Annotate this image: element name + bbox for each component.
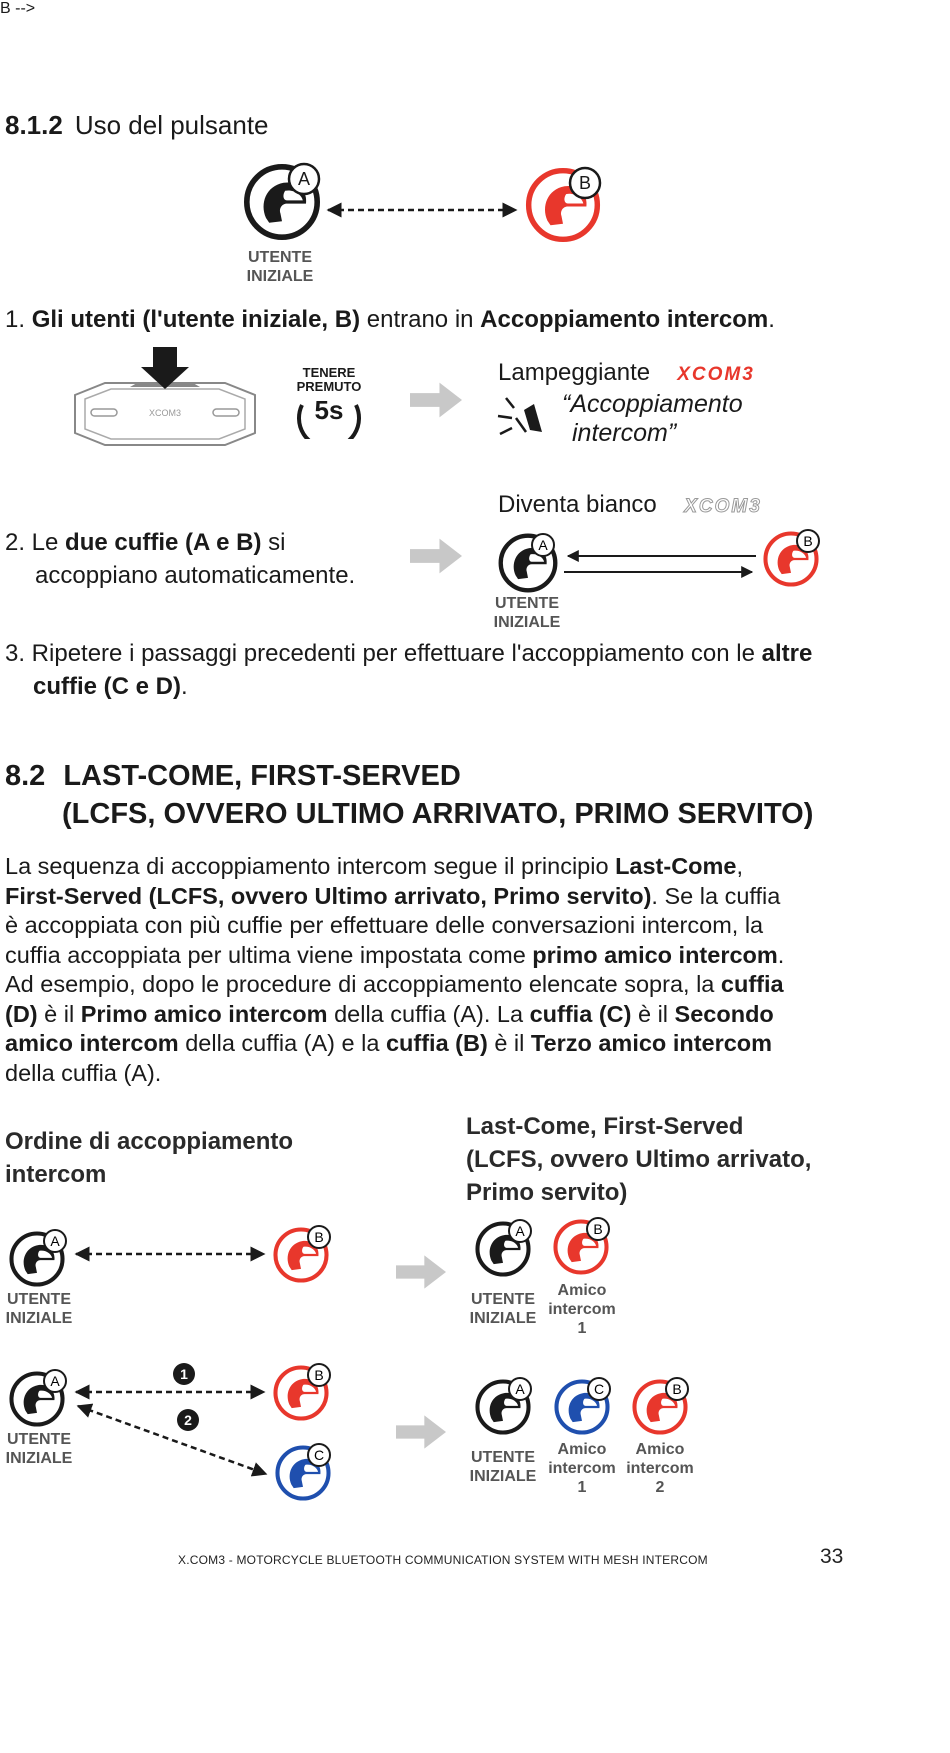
paired-arrows [560,550,760,580]
svg-text:B: B [314,1229,324,1245]
gray-arrow-icon [410,538,462,574]
section-number: 8.1.2 [5,110,63,140]
svg-text:B: B [578,173,592,193]
initial-user-label: UTENTE INIZIALE [5,1431,73,1467]
pairing-order-heading: Ordine di accoppiamento intercom [5,1128,294,1188]
badge-a [507,1218,533,1244]
initial-user-label: UTENTE INIZIALE [469,1449,537,1485]
svg-text:A: A [538,537,548,553]
step-2: 2. Le due cuffie (A e B) si accoppiano automaticamente. [5,529,356,589]
svg-text:C: C [593,1381,605,1397]
step-3: 3. Ripetere i passaggi precedenti per effettuare l'accoppiamento con le altre cuffie (C e D). [5,640,813,700]
initial-user-label: UTENTE INIZIALE [246,249,314,285]
initial-user-label: UTENTE INIZIALE [469,1291,537,1327]
xcom3-logo-white [662,494,784,516]
dashed-diagonal-arrow [72,1400,272,1480]
initial-user-label: UTENTE INIZIALE [5,1291,73,1327]
svg-text:C: C [313,1447,325,1463]
page-number: 33 [820,1545,844,1568]
initial-user-label: UTENTE INIZIALE [493,595,561,631]
badge-a [287,162,321,196]
friend-2-label: Amico intercom 2 [626,1441,694,1496]
dashed-pair-arrow [72,1382,268,1402]
step-1: 1. Gli utenti (l'utente iniziale, B) entrano in Accoppiamento intercom. [5,306,775,333]
svg-text:A: A [50,1373,60,1389]
speaker-icon [494,392,550,442]
section-title: Uso del pulsante [74,110,269,140]
svg-text:XCOM3: XCOM3 [677,364,755,384]
footer-text: X.COM3 - MOTORCYCLE BLUETOOTH COMMUNICATION SYSTEM WITH MESH INTERCOM [178,1553,708,1567]
dashed-pair-arrow [324,200,520,220]
lcfs-paragraph: La sequenza di accoppiamento intercom segue il principio Last-Come, First-Served (LCFS, ovvero Ultimo arrivato, Primo servito). Se la cuffia è accoppiata con più cuffie per effettuare delle conversazioni intercom, la cuffia accoppiata per ultima viene impostata come primo amico intercom. Ad esempio, dopo le procedure di accoppiamento elencate sopra, la cuffia (D) è il Primo amico intercom della cuffia (A). La cuffia (C) è il Secondo amico intercom della cuffia (A) e la cuffia (B) è il Terzo amico intercom della cuffia (A). [5,853,785,1086]
badge-b [795,528,821,554]
section-heading-82: 8.2 LAST-COME, FIRST-SERVED (LCFS, OVVERO ULTIMO ARRIVATO, PRIMO SERVITO) [5,760,814,830]
white-label: Diventa bianco [498,491,657,518]
gray-arrow-icon [410,382,462,418]
blinking-quote: “Accoppiamento intercom” [562,390,743,447]
hold-label: TENERE PREMUTO [296,365,362,394]
device-illustration [55,345,275,455]
badge-c [306,1442,332,1468]
svg-text:XCOM3: XCOM3 [148,408,182,418]
xcom3-logo-red [655,362,777,384]
gray-arrow-icon [396,1414,446,1450]
friend-1-label: Amico intercom 1 [548,1441,616,1496]
badge-b [664,1376,690,1402]
badge-b [568,166,602,200]
svg-text:B: B [672,1381,682,1397]
svg-text:A: A [515,1223,525,1239]
hold-time: 5s [314,395,344,425]
badge-a [507,1376,533,1402]
svg-text:B: B [593,1221,603,1237]
badge-a [42,1368,68,1394]
friend-1-label: Amico intercom 1 [548,1282,616,1337]
badge-b [306,1362,332,1388]
svg-text:2: 2 [184,1412,192,1428]
badge-c [586,1376,612,1402]
gray-arrow-icon [396,1254,446,1290]
svg-text:A: A [50,1233,60,1249]
svg-text:B: B [314,1367,324,1383]
badge-a [530,532,556,558]
svg-text:A: A [297,169,311,189]
badge-b [585,1216,611,1242]
dashed-pair-arrow [72,1244,268,1264]
blinking-label: Lampeggiante [498,359,651,386]
section-heading-812 [5,110,269,141]
svg-text:1: 1 [180,1366,188,1382]
badge-b [306,1224,332,1250]
svg-text:A: A [515,1381,525,1397]
svg-text:XCOM3: XCOM3 [684,496,762,516]
badge-a [42,1228,68,1254]
lcfs-heading: Last-Come, First-Served (LCFS, ovvero Ultimo arrivato, Primo servito) [466,1113,812,1206]
svg-text:B: B [803,533,813,549]
